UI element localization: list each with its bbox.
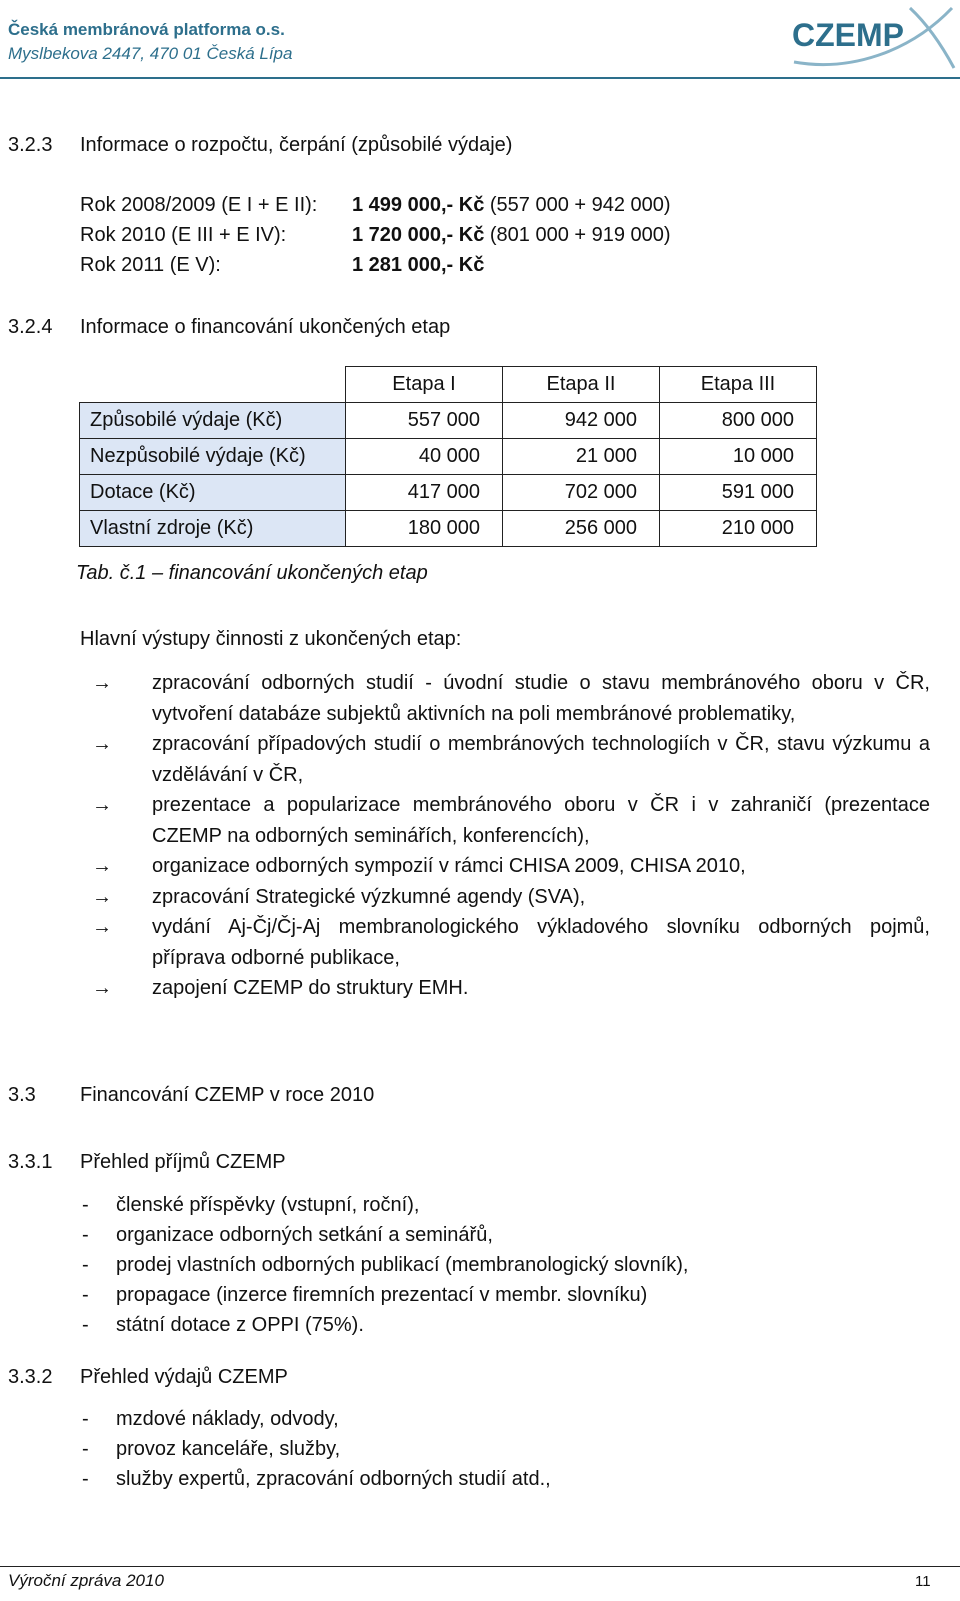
table-cell: 210 000 (660, 511, 817, 547)
arrow-icon: → (92, 916, 112, 938)
dash-bullet: - (82, 1314, 89, 1336)
arrow-icon: → (92, 794, 112, 816)
list-item-text: propagace (inzerce firemních prezentací v membr. slovníku) (116, 1284, 648, 1306)
arrow-icon: → (92, 733, 112, 755)
table-cell: 21 000 (503, 439, 660, 475)
budget-row (80, 220, 671, 250)
table-row-label: Vlastní zdroje (Kč) (80, 511, 346, 547)
list-item-text: zpracování Strategické výzkumné agendy (SVA), (152, 885, 586, 908)
outputs-intro: Hlavní výstupy činnosti z ukončených etap: (80, 628, 462, 650)
dash-bullet: - (82, 1194, 89, 1216)
section-3-3-1-title: Přehled příjmů CZEMP (80, 1151, 286, 1173)
table-header-cell: Etapa III (660, 367, 817, 403)
footer-divider (0, 1566, 960, 1567)
budget-row-detail: (801 000 + 919 000) (484, 224, 671, 246)
budget-row (80, 190, 671, 220)
list-item-text: zpracování případových studií o membránových technologiích v ČR, stavu výzkumu a vzdělávání v ČR, (152, 733, 930, 786)
footer-report-title: Výroční zpráva 2010 (8, 1571, 164, 1590)
dash-bullet: - (82, 1224, 89, 1246)
list-item-text: státní dotace z OPPI (75%). (116, 1314, 364, 1336)
budget-row-amount: 1 499 000,- Kč (352, 194, 485, 216)
arrow-icon: → (92, 672, 112, 694)
list-item-text: organizace odborných setkání a seminářů, (116, 1224, 493, 1246)
arrow-icon: → (92, 885, 112, 908)
arrow-icon: → (92, 855, 112, 877)
section-3-2-4-title: Informace o financování ukončených etap (80, 316, 451, 338)
organization-address: Myslbekova 2447, 470 01 Česká Lípa (8, 44, 293, 63)
list-item (80, 1190, 689, 1220)
list-item (80, 790, 930, 851)
budget-row-label: Rok 2010 (E III + E IV): (80, 224, 287, 246)
list-item (80, 1404, 551, 1434)
page-number: 11 (915, 1573, 931, 1590)
list-item-text: služby expertů, zpracování odborných studií atd., (116, 1468, 551, 1490)
header-divider (0, 77, 960, 79)
budget-row-label: Rok 2011 (E V): (80, 254, 221, 276)
list-item-text: členské příspěvky (vstupní, roční), (116, 1194, 420, 1216)
budget-summary (80, 190, 671, 280)
budget-row-label: Rok 2008/2009 (E I + E II): (80, 194, 318, 216)
section-3-3-title: Financování CZEMP v roce 2010 (80, 1084, 375, 1106)
table-cell: 702 000 (503, 475, 660, 511)
list-item-text: provoz kanceláře, služby, (116, 1438, 341, 1460)
list-item-text: organizace odborných sympozií v rámci CHISA 2009, CHISA 2010, (152, 855, 746, 877)
list-item (80, 1220, 689, 1250)
outputs-list (80, 668, 930, 1004)
table-cell: 942 000 (503, 403, 660, 439)
list-item (80, 1464, 551, 1494)
dash-bullet: - (82, 1254, 89, 1276)
section-3-3-1-number: 3.3.1 (8, 1151, 53, 1173)
list-item (80, 729, 930, 790)
dash-bullet: - (82, 1438, 89, 1460)
list-item-text: zpracování odborných studií - úvodní studie o stavu membránového oboru v ČR, vytvoření databáze subjektů aktivních na poli membránové problematiky, (152, 672, 930, 725)
financing-table (79, 366, 817, 547)
list-item (80, 882, 930, 913)
table-cell: 40 000 (346, 439, 503, 475)
table-row-label: Nezpůsobilé výdaje (Kč) (80, 439, 346, 475)
table-cell: 591 000 (660, 475, 817, 511)
table-caption: Tab. č.1 – financování ukončených etap (76, 562, 428, 584)
czemp-logo (790, 2, 958, 74)
table-cell: 10 000 (660, 439, 817, 475)
section-3-3-number: 3.3 (8, 1084, 36, 1106)
table-header-cell: Etapa II (503, 367, 660, 403)
dash-bullet: - (82, 1468, 89, 1490)
table-row (80, 439, 817, 475)
section-3-2-4-number: 3.2.4 (8, 316, 53, 338)
budget-row-detail: (557 000 + 942 000) (484, 194, 671, 216)
table-cell: 256 000 (503, 511, 660, 547)
logo-text: CZEMP (792, 17, 904, 53)
table-row (80, 475, 817, 511)
organization-name: Česká membránová platforma o.s. (8, 20, 285, 39)
list-item (80, 912, 930, 973)
expense-list (80, 1404, 551, 1494)
list-item-text: mzdové náklady, odvody, (116, 1408, 339, 1430)
section-3-2-3-title: Informace o rozpočtu, čerpání (způsobilé výdaje) (80, 134, 513, 156)
income-list (80, 1190, 689, 1340)
budget-row-amount: 1 720 000,- Kč (352, 224, 485, 246)
table-row-label: Způsobilé výdaje (Kč) (80, 403, 346, 439)
list-item-text: vydání Aj-Čj/Čj-Aj membranologického výkladového slovníku odborných pojmů, příprava odborné publikace, (152, 916, 930, 969)
table-row-label: Dotace (Kč) (80, 475, 346, 511)
table-cell: 180 000 (346, 511, 503, 547)
arrow-icon: → (92, 977, 112, 999)
list-item (80, 1280, 689, 1310)
dash-bullet: - (82, 1408, 89, 1430)
table-header-cell: Etapa I (346, 367, 503, 403)
section-3-3-2-number: 3.3.2 (8, 1366, 53, 1388)
section-3-2-3-number: 3.2.3 (8, 134, 53, 156)
list-item (80, 668, 930, 729)
dash-bullet: - (82, 1284, 89, 1306)
list-item-text: prodej vlastních odborných publikací (membranologický slovník), (116, 1254, 689, 1276)
list-item (80, 1434, 551, 1464)
table-cell: 800 000 (660, 403, 817, 439)
table-row (80, 403, 817, 439)
list-item-text: zapojení CZEMP do struktury EMH. (152, 977, 469, 999)
budget-row (80, 250, 671, 280)
list-item (80, 1250, 689, 1280)
list-item (80, 973, 930, 1004)
list-item-text: prezentace a popularizace membránového oboru v ČR i v zahraničí (prezentace CZEMP na odborných seminářích, konferencích), (152, 794, 930, 847)
budget-row-amount: 1 281 000,- Kč (352, 254, 485, 276)
section-3-3-2-title: Přehled výdajů CZEMP (80, 1366, 288, 1388)
list-item (80, 1310, 689, 1340)
table-cell: 417 000 (346, 475, 503, 511)
list-item (80, 851, 930, 882)
table-corner (80, 367, 346, 403)
table-header-row (80, 367, 817, 403)
table-row (80, 511, 817, 547)
table-cell: 557 000 (346, 403, 503, 439)
